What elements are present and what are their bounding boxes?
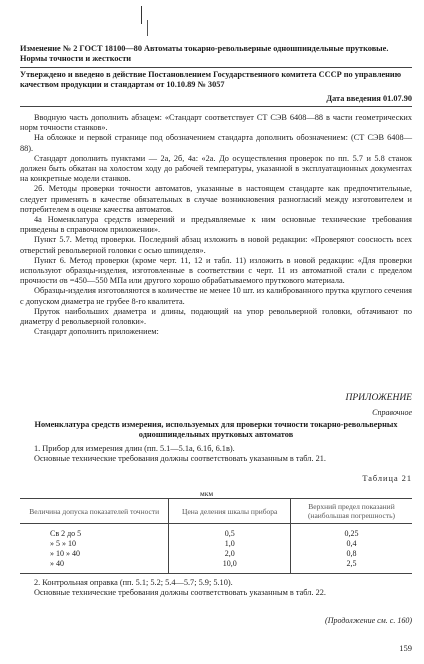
- continuation-note: (Продолжение см. с. 160): [325, 616, 412, 625]
- table-row: [20, 539, 412, 549]
- table-cell: 10,0: [169, 559, 291, 574]
- paragraph: На обложке и первой странице под обозначением стандарта дополнить обозначением: (СТ СЭВ 6408—88).: [20, 133, 412, 153]
- scan-mark: [147, 20, 148, 36]
- paragraph: 4а Номенклатура средств измерений и предъявляемые к ним основные технические требования приведены в справочном приложении».: [20, 215, 412, 235]
- after-table-items: [20, 578, 412, 598]
- paragraph: Стандарт дополнить приложением:: [34, 327, 159, 337]
- table-row: [20, 559, 412, 574]
- body-text: [20, 113, 412, 337]
- table-cell: 0,4: [290, 539, 412, 549]
- table-label: Таблица 21: [362, 474, 412, 483]
- nomenclature-heading: Номенклатура средств измерения, используемых для проверки точности токарно-револьверных одношпиндельных прутковых автоматов: [34, 420, 398, 439]
- table-header: Величина допуска показателей точности: [20, 499, 169, 524]
- table-cell: 0,8: [290, 549, 412, 559]
- appendix-subtitle: Справочное: [372, 408, 412, 417]
- table-row: [20, 524, 412, 540]
- effective-date: Дата введения 01.07.90: [326, 94, 412, 103]
- paragraph: Пункт 5.7. Метод проверки. Последний абзац изложить в новой редакции: «Проверяют соосность всех отверстий револьверной головки с осью шпинделя».: [20, 235, 412, 255]
- table-cell: 2,0: [169, 549, 291, 559]
- table-header: Верхний предел показаний (наибольшая погрешность): [290, 499, 412, 524]
- amendment-title: Изменение № 2 ГОСТ 18100—80 Автоматы токарно-револьверные одношпиндельные прутковые. Нормы точности и жесткости: [20, 44, 389, 63]
- table-row: [20, 549, 412, 559]
- paragraph: Пункт 6. Метод проверки (кроме черт. 11, 12 и табл. 11) изложить в новой редакции: «Для проверки используют образцы-изделия, изготовленные в соответствии с черт. 11 из автоматной стали с пределом прочности σв =450—550 МПа или другого хорошо обрабатываемого пруткового материала.: [20, 255, 412, 286]
- table-cell: » 40: [20, 559, 169, 574]
- table-cell: 0,25: [290, 524, 412, 540]
- scan-mark: [141, 6, 142, 24]
- table-cell: » 5 » 10: [50, 539, 76, 548]
- table-cell: Св 2 до 5: [50, 529, 82, 538]
- document-page: [20, 0, 412, 664]
- paragraph: 2б. Методы проверки точности автоматов, указанные в настоящем стандарте как предпочтительные, следует применять в качестве обязательных в случае возникновения разногласий между изготовителем и потребителем в оценке качества автоматов.: [20, 184, 412, 214]
- paragraph: Стандарт дополнить пунктами — 2а, 2б, 4а: «2а. До осуществления проверок по пп. 5.7 и 5.8 станок должен быть обкатан на холостом ходу до рабочей температуры, указанной в эксплуатационных документах на конкретные модели станков.: [20, 153, 412, 184]
- table-21: [20, 498, 412, 574]
- table-header: Цена деления шкалы прибора: [169, 499, 291, 524]
- paragraph: Образцы-изделия изготовляются в количестве не менее 10 шт. из калиброванного прутка круглого сечения с допуском диаметра не грубее 8-го квалитета.: [20, 286, 412, 306]
- approval-text: Утверждено и введено в действие Постановлением Государственного комитета СССР по управлению качеством продукции и стандартам от 10.10.89 № 3057: [20, 70, 402, 89]
- paragraph: Пруток наибольших диаметра и длины, подающий на упор револьверной головки, обтачивают по диаметру d револьверной головки».: [20, 306, 412, 327]
- table-cell: 1,0: [169, 539, 291, 549]
- item-2: 2. Контрольная оправка (пп. 5.1; 5.2; 5.4—5.7; 5.9; 5.10).: [34, 578, 233, 587]
- table-cell: 0,5: [169, 524, 291, 540]
- item-1-requirements: Основные технические требования должны соответствовать указанным в табл. 21.: [34, 454, 326, 464]
- table-unit: мкм: [200, 489, 214, 498]
- item-2-requirements: Основные технические требования должны соответствовать указанным в табл. 22.: [34, 588, 326, 598]
- item-1: 1. Прибор для измерения длин (пп. 5.1—5.1а, 6.1б, 6.1в).: [34, 444, 235, 453]
- table-cell: 2,5: [290, 559, 412, 574]
- header-divider: [20, 106, 412, 107]
- page-number: 159: [399, 643, 412, 653]
- appendix-title: ПРИЛОЖЕНИЕ: [345, 393, 412, 403]
- header-divider: [20, 67, 412, 68]
- appendix-items: [20, 444, 412, 464]
- paragraph: Вводную часть дополнить абзацем: «Стандарт соответствует СТ СЭВ 6408—88 в части геометрических норм точности станков».: [20, 113, 412, 133]
- table-cell: » 10 » 40: [50, 549, 80, 558]
